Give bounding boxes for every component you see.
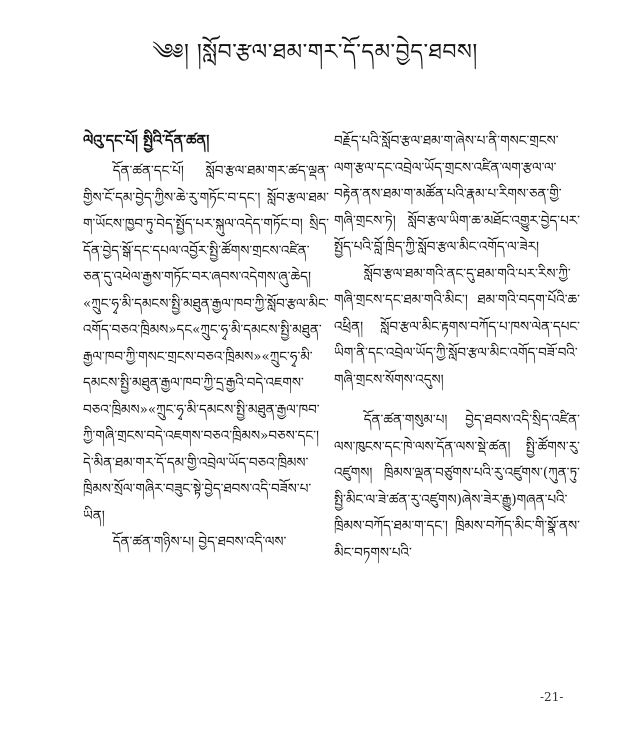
chapter-heading: ལེའུ་དང་པོ། སྤྱིའི་དོན་ཚན། [83,132,210,149]
left-column [83,128,329,556]
article-2-paragraph: དོན་ཚན་གཉིས་པ། བྱེད་ཐབས་འདི་ལས་ [112,534,287,550]
page-number: -21- [540,690,564,704]
seal-contents-paragraph: སློབ་རྩལ་ཐམ་གའི་ནང་དུ་ཐམ་གའི་པར་རིས་ཀྱི་གཞི་གྲངས་དང་ཐམ་གའི་མིང་། ཐམ་གའི་བདག་པོའི་ཆ་འཕྲིན། སློབ་རྩལ་མིང་རྟགས་བཀོད་པ་ཁས་ལེན་དཔང་ཡིག་ནི་དང་འབྲེལ་ཡོད་ཀྱི་སློབ་རྩལ་མིང་འགོད་བཟོ་བའི་གཞི་གྲངས་སོགས་འདུས། [334,265,580,388]
article-1-continuation-paragraph: བརྗོད་པའི་སློབ་རྩལ་ཐམ་ག་ཞེས་པ་ནི་གསང་གྲངས་ལག་རྩལ་དང་འབྲེལ་ཡོད་གྲངས་འཛིན་ལག་རྩལ་ལ་བརྟེན་ནས་ཐམ་ག་མཚོན་པའི་རྣམ་པ་རིགས་ཅན་གྱི་གཞི་གྲངས་ཏེ། སློབ་རྩལ་ཡིག་ཆ་མཐོང་འགྱུར་བྱེད་པར་སྤྱོད་པའི་བློ་ཁྲིད་ཀྱི་སློབ་རྩལ་མིང་འགོད་ལ་ཟེར། [334,133,580,255]
right-column [334,128,580,566]
page-title: ༄༅། །སློབ་རྩལ་ཐམ་གར་དོ་དམ་བྱེད་ཐབས། [152,40,478,65]
paragraph-spacer [334,393,580,407]
article-1-paragraph: དོན་ཚན་དང་པོ། སློབ་རྩལ་ཐམ་གར་ཚད་ལྡན་གྱིས་ངོ་དམ་བྱེད་ཀྱིས་ཆེ་རུ་གཏོང་བ་དང་། སློབ་རྩལ་ཐམ་ག་ཡོངས་ཁྱབ་ཏུ་བེད་སྤྱོད་པར་སྐུལ་འདེད་གཏོང་བ། སྲིད་དོན་བྱེད་སྒོ་དང་དཔལ་འབྱོར་སྤྱི་ཚོགས་གྲངས་འཛིན་ཅན་དུ་འཕེལ་རྒྱས་གཏོང་བར་ཞབས་འདེགས་ཞུ་ཆེད། «ཀྲུང་ཧྭ་མི་དམངས་སྤྱི་མཐུན་རྒྱལ་ཁབ་ཀྱི་སློབ་རྩལ་མིང་འགོད་བཅའ་ཁྲིམས»དང«ཀྲུང་ཧྭ་མི་དམངས་སྤྱི་མཐུན་རྒྱལ་ཁབ་ཀྱི་གསང་གྲངས་བཅའ་ཁྲིམས»«ཀྲུང་ཧྭ་མི་དམངས་སྤྱི་མཐུན་རྒྱལ་ཁབ་ཀྱི་དྲ་རྒྱའི་བདེ་འཇགས་བཅའ་ཁྲིམས»«ཀྲུང་ཧྭ་མི་དམངས་སྤྱི་མཐུན་རྒྱལ་ཁབ་ཀྱི་གཞི་གྲངས་བདེ་འཇགས་བཅའ་ཁྲིམས»བཅས་དང་། དེ་མིན་ཐམ་གར་དོ་དམ་གྱི་འབྲེལ་ཡོད་བཅའ་ཁྲིམས་ཁྲིམས་སྲོལ་གཞིར་བཟུང་སྟེ་བྱེད་ཐབས་འདི་བཟོས་པ་ཡིན། [83,163,329,524]
article-3-paragraph: དོན་ཚན་གསུམ་པ། བྱེད་ཐབས་འདི་སྲིད་འཛིན་ལས་ཁུངས་དང་ཁེ་ལས་དོན་ལས་སྡེ་ཚན། སྤྱི་ཚོགས་རུ་འཛུགས། ཁྲིམས་ལྡན་བཙུགས་པའི་རུ་འཛུགས་(ཀུན་ཏུ་སྤྱི་མིང་ལ་ཟེ་ཚན་རུ་འཛུགས)ཞེས་ཟེར་རྒྱུ)གཞན་པའི་ཁྲིམས་བཀོད་ཐམ་ག་དང་། ཁྲིམས་བཀོད་མིང་གི་སྣོ་ནས་མིང་བཏགས་པའི་ [334,412,580,561]
